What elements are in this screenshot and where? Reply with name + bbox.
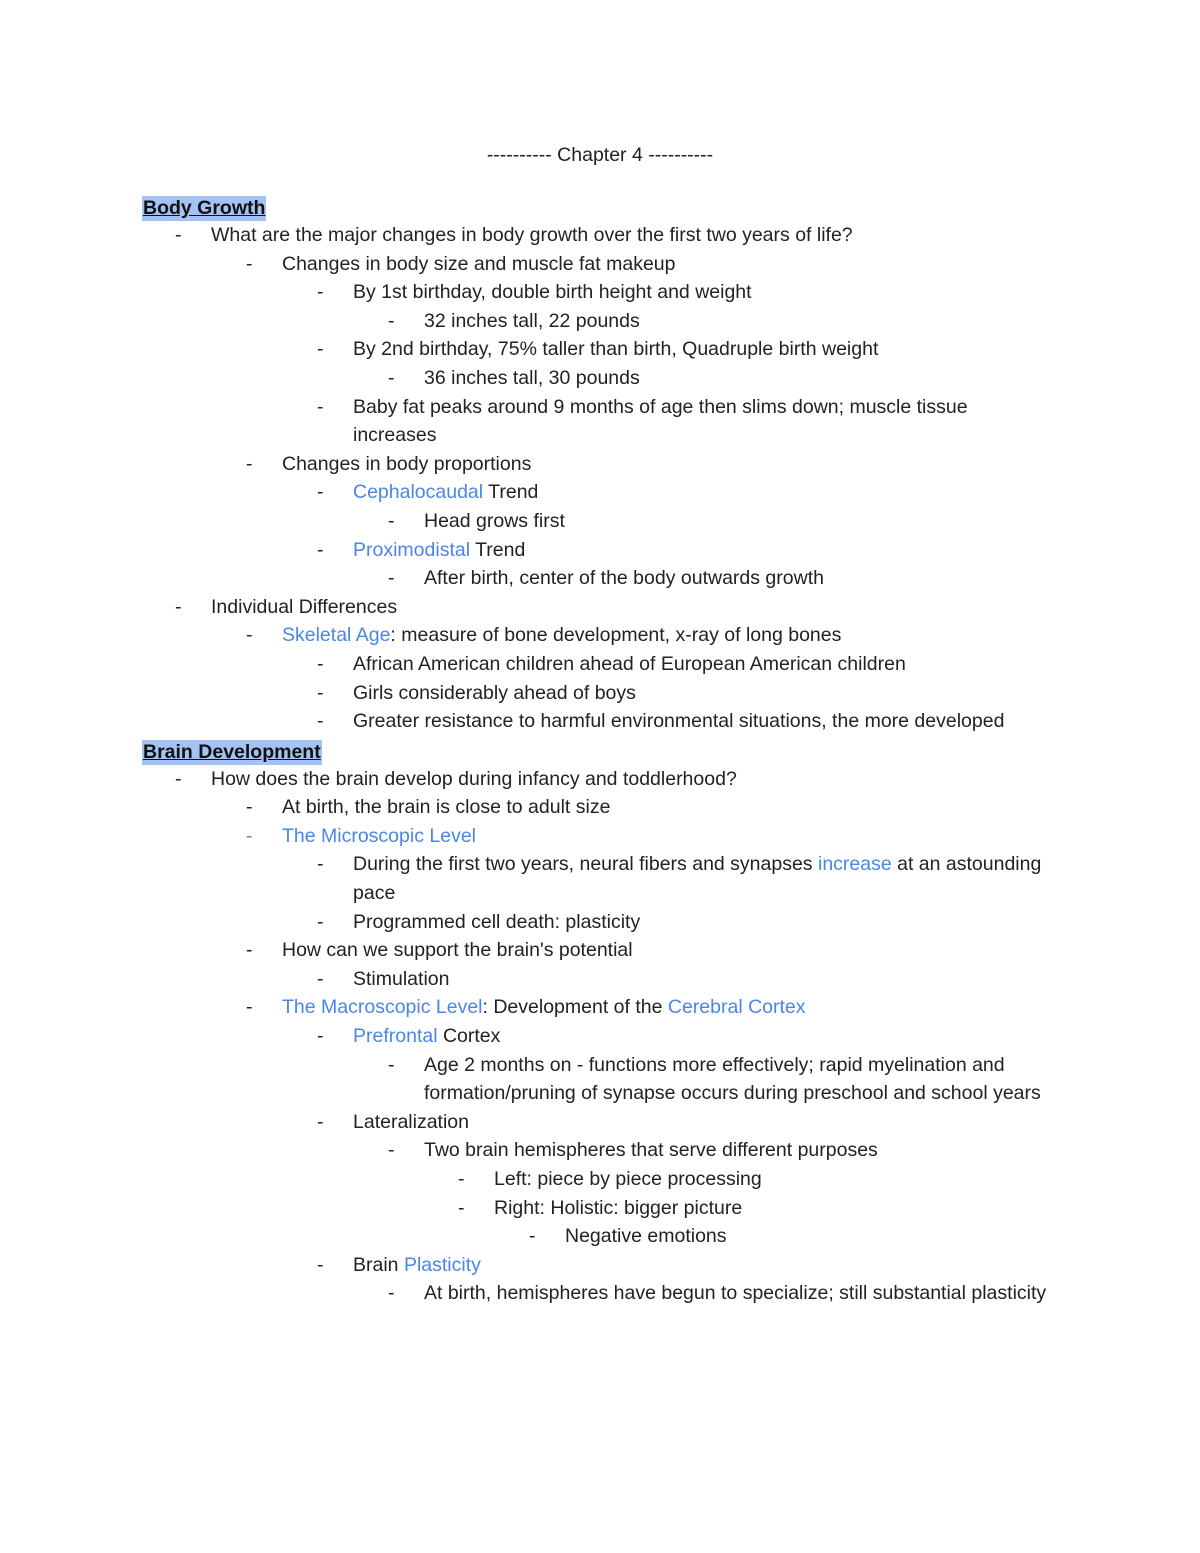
term-prefrontal: Prefrontal xyxy=(353,1025,438,1048)
list-item: - 36 inches tall, 30 pounds xyxy=(142,364,1052,393)
bullet-dash: - xyxy=(317,1025,324,1048)
bullet-dash: - xyxy=(317,338,324,361)
bullet-dash: - xyxy=(246,939,253,962)
bullet-dash: - xyxy=(317,1110,324,1133)
list-item: - During the first two years, neural fibers and synapses increase at an astounding pace xyxy=(142,850,1052,907)
list-item: - Greater resistance to harmful environmental situations, the more developed xyxy=(142,707,1052,736)
term-increase: increase xyxy=(817,853,892,876)
list-item: - Prefrontal Cortex xyxy=(142,1022,1052,1051)
list-item: - After birth, center of the body outwards growth xyxy=(142,564,1052,593)
list-item: - Negative emotions xyxy=(142,1222,1052,1251)
list-item: - Proximodistal Trend xyxy=(142,536,1052,565)
bullet-dash: - xyxy=(317,281,324,304)
section-heading-body-growth: Body Growth xyxy=(143,197,266,219)
list-item xyxy=(142,822,1052,851)
bullet-dash: - xyxy=(388,567,395,590)
term-macroscopic-level: The Macroscopic Level xyxy=(282,996,483,1019)
bullet-dash: - xyxy=(175,224,182,246)
chapter-title: ---------- Chapter 4 ---------- xyxy=(486,144,714,166)
list-item: - Baby fat peaks around 9 months of age then slims down; muscle tissue increases xyxy=(142,393,1052,450)
list-item: - Changes in body proportions xyxy=(142,450,1052,479)
list-item: - Individual Differences xyxy=(142,593,1052,622)
bullet-dash: - xyxy=(317,681,324,704)
bullet-dash: - xyxy=(388,366,395,389)
list-item: - Cephalocaudal Trend xyxy=(142,478,1052,507)
list-item: - Programmed cell death: plasticity xyxy=(142,908,1052,937)
bullet-dash: - xyxy=(388,309,395,332)
list-item: - What are the major changes in body growth over the first two years of life? xyxy=(142,221,1052,250)
bullet-dash: - xyxy=(317,1253,324,1276)
bullet-dash: - xyxy=(246,996,253,1019)
list-item: - African American children ahead of European American children xyxy=(142,650,1052,679)
term-microscopic-level: The Microscopic Level xyxy=(282,824,476,847)
bullet-dash: - xyxy=(317,395,324,418)
term-cerebral-cortex: Cerebral Cortex xyxy=(667,996,806,1019)
list-item: - Changes in body size and muscle fat makeup xyxy=(142,250,1052,279)
bullet-dash: - xyxy=(175,767,182,790)
term-proximodistal: Proximodistal xyxy=(353,538,471,561)
list-item: - Brain Plasticity xyxy=(142,1251,1052,1280)
list-item: - The Macroscopic Level: Development of the Cerebral Cortex xyxy=(142,993,1052,1022)
bullet-dash: - xyxy=(317,481,324,504)
list-item: - At birth, hemispheres have begun to specialize; still substantial plasticity xyxy=(142,1279,1052,1308)
list-item: - Girls considerably ahead of boys xyxy=(142,679,1052,708)
term-cephalocaudal: Cephalocaudal xyxy=(353,481,484,504)
bullet-dash: - xyxy=(246,796,253,819)
bullet-dash: - xyxy=(317,538,324,561)
bullet-dash: - xyxy=(246,824,253,847)
bullet-dash: - xyxy=(458,1196,465,1219)
bullet-dash: - xyxy=(388,1282,395,1305)
list-item: - Two brain hemispheres that serve different purposes xyxy=(142,1136,1052,1165)
bullet-dash: - xyxy=(175,595,182,618)
bullet-dash: - xyxy=(388,1139,395,1162)
list-item: - At birth, the brain is close to adult size xyxy=(142,793,1052,822)
list-item: - Lateralization xyxy=(142,1108,1052,1137)
term-plasticity: Plasticity xyxy=(403,1253,481,1276)
list-item: - How can we support the brain's potential xyxy=(142,936,1052,965)
bullet-dash: - xyxy=(317,967,324,990)
bullet-dash: - xyxy=(317,853,324,876)
bullet-dash: - xyxy=(317,710,324,733)
list-item: - Left: piece by piece processing xyxy=(142,1165,1052,1194)
list-item: - 32 inches tall, 22 pounds xyxy=(142,307,1052,336)
list-item: - Age 2 months on - functions more effectively; rapid myelination and formation/pruning of synapse occurs during preschool and school years xyxy=(142,1051,1052,1108)
bullet-dash: - xyxy=(246,252,253,275)
bullet-dash: - xyxy=(317,652,324,675)
list-item: - How does the brain develop during infancy and toddlerhood? xyxy=(142,765,1052,794)
term-skeletal-age: Skeletal Age xyxy=(282,624,391,647)
bullet-dash: - xyxy=(246,624,253,647)
bullet-dash: - xyxy=(458,1168,465,1190)
list-item: - Skeletal Age: measure of bone development, x-ray of long bones xyxy=(142,621,1052,650)
bullet-dash: - xyxy=(246,452,253,475)
bullet-dash: - xyxy=(388,509,395,532)
bullet-dash: - xyxy=(317,910,324,933)
notes-content xyxy=(142,196,1052,1308)
bullet-dash: - xyxy=(388,1053,395,1076)
section-heading-brain-development: Brain Development xyxy=(143,740,321,763)
list-item: - By 1st birthday, double birth height and weight xyxy=(142,278,1052,307)
list-item: - Right: Holistic: bigger picture xyxy=(142,1194,1052,1223)
list-item: - Head grows first xyxy=(142,507,1052,536)
list-item: - Stimulation xyxy=(142,965,1052,994)
list-item: - By 2nd birthday, 75% taller than birth, Quadruple birth weight xyxy=(142,335,1052,364)
bullet-dash: - xyxy=(529,1225,536,1248)
